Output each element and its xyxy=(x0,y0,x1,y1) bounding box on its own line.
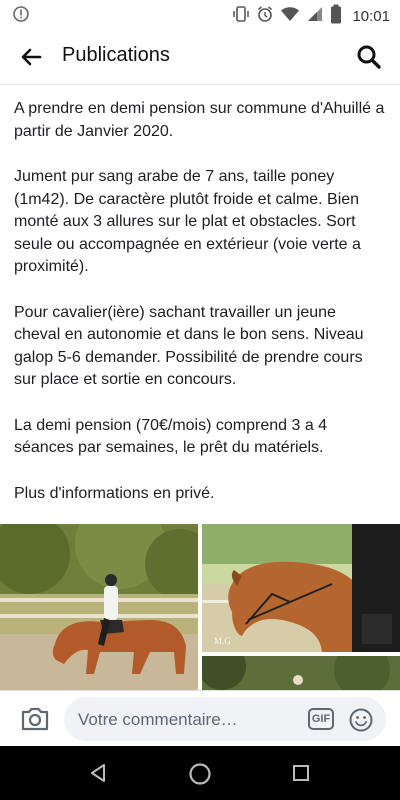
photo-grid xyxy=(0,524,400,690)
post-text xyxy=(14,98,386,528)
vibrate-icon xyxy=(232,5,250,28)
status-time: 10:01 xyxy=(352,8,390,25)
back-triangle-icon[interactable] xyxy=(88,762,110,784)
post-paragraph: Pour cavalier(ière) sachant travailler un jeune cheval en autonomie et dans le bon sens. Niveau galop 5-6 demander. Possibilité de prendre cours sur place et sortie en concours. xyxy=(14,303,364,388)
svg-text:M.G: M.G xyxy=(214,636,231,646)
wifi-icon xyxy=(280,5,300,28)
gif-button[interactable]: GIF xyxy=(308,708,334,730)
page-title: Publications xyxy=(62,44,170,66)
status-bar xyxy=(0,0,400,28)
rider-on-chestnut-horse-photo[interactable] xyxy=(0,524,198,690)
battery-icon xyxy=(330,4,342,29)
comment-placeholder: Votre commentaire… xyxy=(78,710,238,729)
alert-circle-icon xyxy=(12,5,30,28)
status-icons xyxy=(232,4,390,29)
alarm-icon xyxy=(256,5,274,28)
camera-icon[interactable] xyxy=(20,705,50,733)
app-bar xyxy=(0,28,400,85)
arrow-left-icon[interactable] xyxy=(20,46,42,68)
post-paragraph: Plus d'informations en privé. xyxy=(14,484,215,502)
horse-head-closeup-photo[interactable] xyxy=(202,524,400,652)
post-paragraph: La demi pension (70€/mois) comprend 3 a 4 séances par semaines, le prêt du matériels. xyxy=(14,416,328,456)
recents-square-icon[interactable] xyxy=(290,762,312,784)
search-icon[interactable] xyxy=(356,44,382,70)
home-circle-icon[interactable] xyxy=(188,762,210,784)
smiley-icon[interactable] xyxy=(348,707,374,733)
system-nav-bar xyxy=(0,746,400,800)
post-paragraph: Jument pur sang arabe de 7 ans, taille poney (1m42). De caractère plutôt froide et calme. Bien monté aux 3 allures sur le plat et obstacles. Sort seule ou accompagnée en extérieur (voie verte a proximité). xyxy=(14,168,361,275)
third-photo-partial[interactable] xyxy=(202,656,400,690)
post-paragraph: A prendre en demi pension sur commune d'Ahuillé a partir de Janvier 2020. xyxy=(14,100,385,140)
comment-composer xyxy=(0,690,400,747)
signal-icon xyxy=(306,5,324,28)
comment-input[interactable] xyxy=(64,697,386,741)
